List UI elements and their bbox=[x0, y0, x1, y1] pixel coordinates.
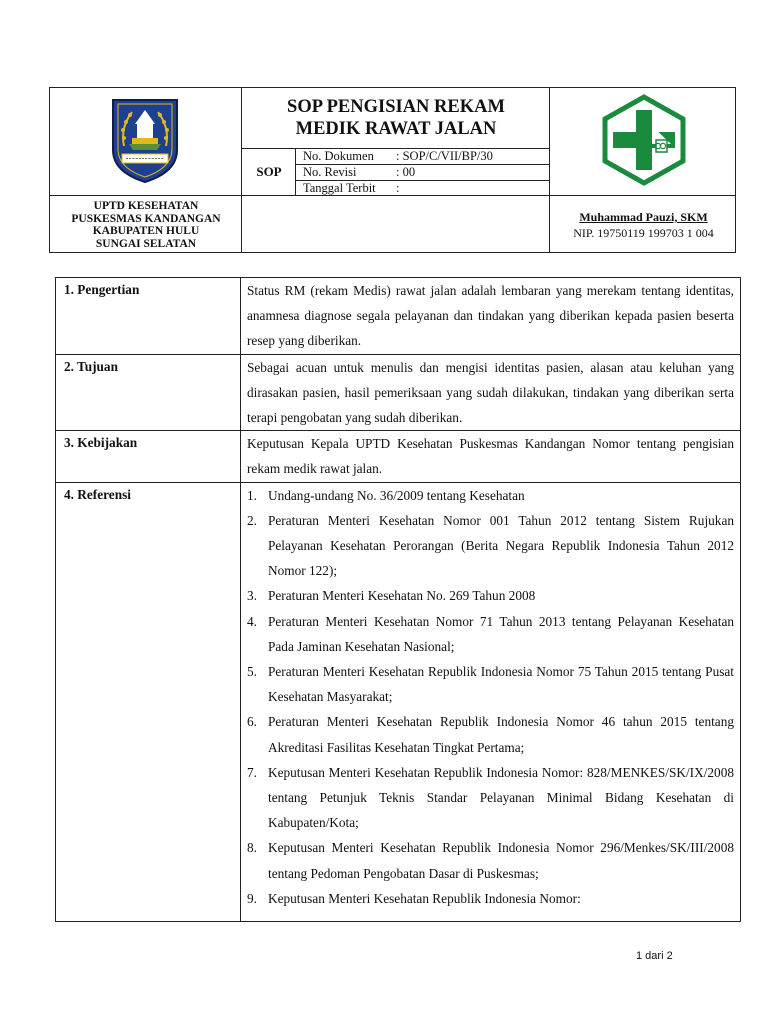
section-text bbox=[241, 431, 741, 482]
org-line: SUNGAI SELATAN bbox=[95, 237, 197, 250]
title-line-2: MEDIK RAWAT JALAN bbox=[295, 119, 497, 139]
section-row bbox=[56, 278, 741, 355]
revision-key: No. Revisi bbox=[303, 165, 357, 179]
reference-number: 5. bbox=[247, 664, 257, 680]
section-text bbox=[241, 354, 741, 431]
document-title bbox=[242, 88, 550, 148]
section-text bbox=[241, 482, 741, 921]
sop-label: SOP bbox=[256, 164, 282, 179]
revision-value: : 00 bbox=[396, 165, 416, 179]
section-text bbox=[241, 278, 741, 355]
signer-name: Muhammad Pauzi, SKM bbox=[579, 210, 708, 224]
doc-number-row bbox=[296, 148, 550, 164]
issue-date-row bbox=[296, 180, 550, 196]
reference-item bbox=[247, 709, 734, 759]
reference-number: 3. bbox=[247, 588, 257, 604]
signature-block bbox=[550, 196, 737, 254]
reference-text: Keputusan Menteri Kesehatan Republik Indonesia Nomor: 828/MENKES/SK/IX/2008 tentang Petunjuk Teknis Standar Pelayanan Minimal Bidang Kesehatan di Kabupaten/Kota; bbox=[268, 764, 734, 831]
page-number: 1 dari 2 bbox=[636, 950, 673, 962]
document-header bbox=[49, 87, 736, 253]
org-line: UPTD KESEHATAN bbox=[93, 200, 199, 212]
issue-date-value: : bbox=[396, 181, 400, 195]
issue-date-key: Tanggal Terbit bbox=[303, 181, 376, 195]
reference-text: Peraturan Menteri Kesehatan Republik Indonesia Nomor 46 tahun 2015 tentang Akreditasi Fasilitas Kesehatan Tingkat Pertama; bbox=[268, 714, 734, 755]
reference-number: 4. bbox=[247, 613, 257, 629]
puskesmas-logo bbox=[601, 94, 687, 186]
section-label: 2. Tujuan bbox=[56, 354, 241, 431]
purpose-text: Sebagai acuan untuk menulis dan mengisi identitas pasien, alasan atau keluhan yang dirasakan pasien, hasil pemeriksaan yang sudah dilakukan, tindakan yang diberikan serta terapi pengobatan yang sudah diberikan. bbox=[247, 359, 734, 426]
reference-number: 7. bbox=[247, 764, 257, 780]
policy-text: Keputusan Kepala UPTD Kesehatan Puskesmas Kandangan Nomor tentang pengisian rekam medik rawat jalan. bbox=[247, 436, 734, 477]
reference-item bbox=[247, 583, 734, 608]
reference-item bbox=[247, 659, 734, 709]
reference-text: Keputusan Menteri Kesehatan Republik Indonesia Nomor: bbox=[268, 890, 581, 906]
reference-text: Peraturan Menteri Kesehatan Republik Indonesia Nomor 75 Tahun 2015 tentang Pusat Kesehatan Masyarakat; bbox=[268, 664, 734, 705]
section-label: 3. Kebijakan bbox=[56, 431, 241, 482]
section-label: 4. Referensi bbox=[56, 482, 241, 921]
signer-nip: NIP. 19750119 199703 1 004 bbox=[573, 226, 714, 240]
definition-text: Status RM (rekam Medis) rawat jalan adalah lembaran yang merekam tentang identitas, anamnesa diagnose segala pelayanan dan tindakan yang diberikan kepada pasien beserta resep yang diberikan. bbox=[247, 283, 734, 349]
section-row bbox=[56, 354, 741, 431]
doc-number-key: No. Dokumen bbox=[303, 149, 374, 163]
title-line-1: SOP PENGISIAN REKAM bbox=[287, 97, 505, 117]
section-row bbox=[56, 482, 741, 921]
org-line: KABUPATEN HULU bbox=[92, 225, 200, 237]
reference-text: Peraturan Menteri Kesehatan Nomor 001 Tahun 2012 tentang Sistem Rujukan Pelayanan Kesehatan Perorangan (Berita Negara Republik Indonesia Tahun 2012 Nomor 122); bbox=[268, 512, 734, 579]
reference-text: Keputusan Menteri Kesehatan Republik Indonesia Nomor 296/Menkes/SK/III/2008 tentang Pedoman Pengobatan Dasar di Puskesmas; bbox=[268, 840, 734, 881]
reference-item bbox=[247, 760, 734, 836]
reference-item bbox=[247, 483, 734, 508]
reference-number: 2. bbox=[247, 512, 257, 528]
reference-text: Peraturan Menteri Kesehatan No. 269 Tahun 2008 bbox=[268, 588, 536, 604]
reference-item bbox=[247, 886, 734, 911]
organization-name bbox=[50, 196, 242, 254]
reference-text: Undang-undang No. 36/2009 tentang Kesehatan bbox=[268, 487, 525, 503]
sop-content-table bbox=[55, 277, 741, 922]
reference-list bbox=[247, 483, 734, 911]
reference-number: 1. bbox=[247, 487, 257, 503]
reference-number: 6. bbox=[247, 714, 257, 730]
reference-item bbox=[247, 609, 734, 659]
section-row bbox=[56, 431, 741, 482]
reference-item bbox=[247, 835, 734, 885]
regency-emblem-logo bbox=[110, 98, 180, 184]
revision-row bbox=[296, 164, 550, 180]
reference-number: 8. bbox=[247, 840, 257, 856]
reference-number: 9. bbox=[247, 890, 257, 906]
doc-number-value: : SOP/C/VII/BP/30 bbox=[396, 149, 493, 163]
reference-item bbox=[247, 508, 734, 584]
org-line: PUSKESMAS KANDANGAN bbox=[71, 212, 221, 225]
section-label: 1. Pengertian bbox=[56, 278, 241, 355]
reference-text: Peraturan Menteri Kesehatan Nomor 71 Tahun 2013 tentang Pelayanan Kesehatan Pada Jaminan Kesehatan Nasional; bbox=[268, 613, 734, 654]
